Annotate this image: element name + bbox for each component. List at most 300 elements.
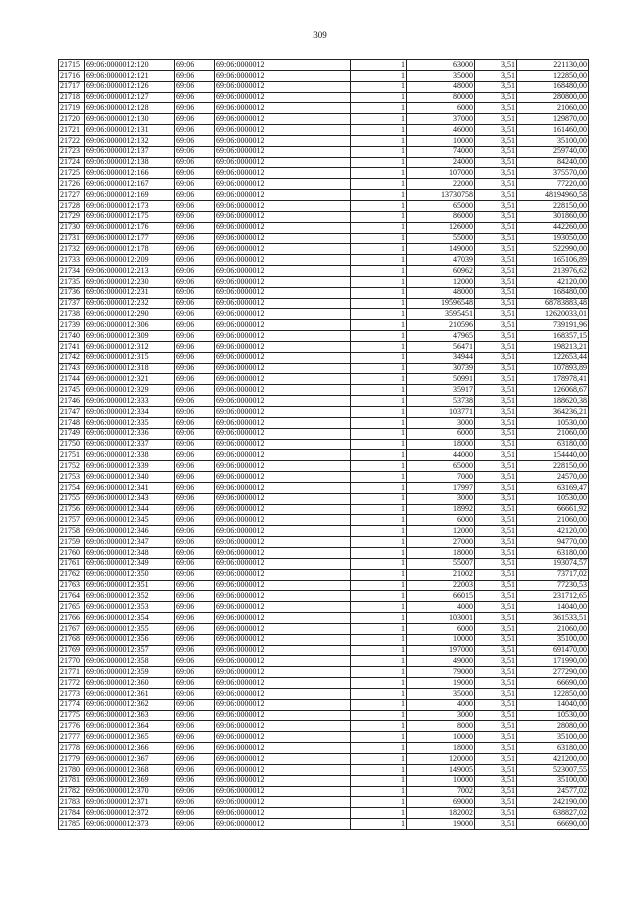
value-cell: 66690,00	[517, 678, 589, 689]
cadastral-number-cell: 69:06:0000012:350	[85, 569, 175, 580]
area-cell: 6000	[407, 103, 475, 114]
area-cell: 197000	[407, 645, 475, 656]
cadastral-number-cell: 69:06:0000012:315	[85, 352, 175, 363]
block-number-cell: 69:06:0000012	[215, 255, 351, 266]
table-row	[59, 688, 589, 699]
district-code-cell: 69:06	[175, 591, 215, 602]
row-number-cell: 21743	[59, 363, 85, 374]
value-cell: 522990,00	[517, 244, 589, 255]
table-row	[59, 558, 589, 569]
block-number-cell: 69:06:0000012	[215, 645, 351, 656]
rate-cell: 3,51	[475, 103, 517, 114]
district-code-cell: 69:06	[175, 266, 215, 277]
count-cell: 1	[351, 634, 407, 645]
table-row	[59, 591, 589, 602]
row-number-cell: 21736	[59, 287, 85, 298]
table-row	[59, 667, 589, 678]
cadastral-number-cell: 69:06:0000012:341	[85, 482, 175, 493]
block-number-cell: 69:06:0000012	[215, 287, 351, 298]
block-number-cell: 69:06:0000012	[215, 786, 351, 797]
count-cell: 1	[351, 60, 407, 71]
district-code-cell: 69:06	[175, 211, 215, 222]
block-number-cell: 69:06:0000012	[215, 244, 351, 255]
count-cell: 1	[351, 656, 407, 667]
block-number-cell: 69:06:0000012	[215, 775, 351, 786]
table-row	[59, 320, 589, 331]
table-row	[59, 547, 589, 558]
table-row	[59, 493, 589, 504]
value-cell: 10530,00	[517, 493, 589, 504]
district-code-cell: 69:06	[175, 374, 215, 385]
area-cell: 3595451	[407, 309, 475, 320]
area-cell: 6000	[407, 623, 475, 634]
area-cell: 4000	[407, 602, 475, 613]
block-number-cell: 69:06:0000012	[215, 482, 351, 493]
cadastral-number-cell: 69:06:0000012:178	[85, 244, 175, 255]
block-number-cell: 69:06:0000012	[215, 688, 351, 699]
table-row	[59, 114, 589, 125]
row-number-cell: 21781	[59, 775, 85, 786]
count-cell: 1	[351, 190, 407, 201]
rate-cell: 3,51	[475, 320, 517, 331]
table-row	[59, 81, 589, 92]
cadastral-number-cell: 69:06:0000012:366	[85, 743, 175, 754]
district-code-cell: 69:06	[175, 645, 215, 656]
rate-cell: 3,51	[475, 244, 517, 255]
row-number-cell: 21739	[59, 320, 85, 331]
table-row	[59, 103, 589, 114]
table-row	[59, 602, 589, 613]
row-number-cell: 21765	[59, 602, 85, 613]
block-number-cell: 69:06:0000012	[215, 537, 351, 548]
cadastral-number-cell: 69:06:0000012:358	[85, 656, 175, 667]
count-cell: 1	[351, 168, 407, 179]
cadastral-number-cell: 69:06:0000012:121	[85, 70, 175, 81]
cadastral-number-cell: 69:06:0000012:290	[85, 309, 175, 320]
row-number-cell: 21751	[59, 450, 85, 461]
rate-cell: 3,51	[475, 211, 517, 222]
area-cell: 210596	[407, 320, 475, 331]
rate-cell: 3,51	[475, 656, 517, 667]
table-row	[59, 298, 589, 309]
cadastral-number-cell: 69:06:0000012:356	[85, 634, 175, 645]
cadastral-number-cell: 69:06:0000012:318	[85, 363, 175, 374]
row-number-cell: 21785	[59, 819, 85, 830]
cadastral-number-cell: 69:06:0000012:368	[85, 764, 175, 775]
count-cell: 1	[351, 439, 407, 450]
area-cell: 19000	[407, 819, 475, 830]
value-cell: 42120,00	[517, 526, 589, 537]
rate-cell: 3,51	[475, 743, 517, 754]
district-code-cell: 69:06	[175, 754, 215, 765]
row-number-cell: 21717	[59, 81, 85, 92]
rate-cell: 3,51	[475, 363, 517, 374]
table-row	[59, 331, 589, 342]
rate-cell: 3,51	[475, 688, 517, 699]
district-code-cell: 69:06	[175, 580, 215, 591]
district-code-cell: 69:06	[175, 244, 215, 255]
cadastral-number-cell: 69:06:0000012:346	[85, 526, 175, 537]
row-number-cell: 21771	[59, 667, 85, 678]
cadastral-number-cell: 69:06:0000012:343	[85, 493, 175, 504]
value-cell: 375570,00	[517, 168, 589, 179]
block-number-cell: 69:06:0000012	[215, 710, 351, 721]
rate-cell: 3,51	[475, 200, 517, 211]
area-cell: 19000	[407, 678, 475, 689]
cadastral-number-cell: 69:06:0000012:354	[85, 613, 175, 624]
value-cell: 442260,00	[517, 222, 589, 233]
area-cell: 35917	[407, 385, 475, 396]
cadastral-number-cell: 69:06:0000012:132	[85, 135, 175, 146]
rate-cell: 3,51	[475, 482, 517, 493]
cadastral-number-cell: 69:06:0000012:339	[85, 461, 175, 472]
cadastral-number-cell: 69:06:0000012:120	[85, 60, 175, 71]
block-number-cell: 69:06:0000012	[215, 439, 351, 450]
rate-cell: 3,51	[475, 190, 517, 201]
cadastral-number-cell: 69:06:0000012:169	[85, 190, 175, 201]
area-cell: 107000	[407, 168, 475, 179]
table-row	[59, 70, 589, 81]
row-number-cell: 21770	[59, 656, 85, 667]
row-number-cell: 21715	[59, 60, 85, 71]
count-cell: 1	[351, 298, 407, 309]
value-cell: 35100,00	[517, 634, 589, 645]
table-row	[59, 472, 589, 483]
district-code-cell: 69:06	[175, 276, 215, 287]
rate-cell: 3,51	[475, 678, 517, 689]
district-code-cell: 69:06	[175, 688, 215, 699]
district-code-cell: 69:06	[175, 732, 215, 743]
row-number-cell: 21726	[59, 179, 85, 190]
rate-cell: 3,51	[475, 569, 517, 580]
area-cell: 47965	[407, 331, 475, 342]
cadastral-number-cell: 69:06:0000012:362	[85, 699, 175, 710]
block-number-cell: 69:06:0000012	[215, 135, 351, 146]
count-cell: 1	[351, 428, 407, 439]
block-number-cell: 69:06:0000012	[215, 667, 351, 678]
area-cell: 17997	[407, 482, 475, 493]
area-cell: 6000	[407, 515, 475, 526]
value-cell: 188620,38	[517, 396, 589, 407]
block-number-cell: 69:06:0000012	[215, 754, 351, 765]
area-cell: 37000	[407, 114, 475, 125]
row-number-cell: 21742	[59, 352, 85, 363]
row-number-cell: 21758	[59, 526, 85, 537]
block-number-cell: 69:06:0000012	[215, 70, 351, 81]
row-number-cell: 21716	[59, 70, 85, 81]
row-number-cell: 21759	[59, 537, 85, 548]
district-code-cell: 69:06	[175, 808, 215, 819]
block-number-cell: 69:06:0000012	[215, 493, 351, 504]
count-cell: 1	[351, 699, 407, 710]
rate-cell: 3,51	[475, 547, 517, 558]
rate-cell: 3,51	[475, 135, 517, 146]
cadastral-number-cell: 69:06:0000012:372	[85, 808, 175, 819]
rate-cell: 3,51	[475, 699, 517, 710]
area-cell: 79000	[407, 667, 475, 678]
table-row	[59, 623, 589, 634]
row-number-cell: 21769	[59, 645, 85, 656]
row-number-cell: 21764	[59, 591, 85, 602]
count-cell: 1	[351, 754, 407, 765]
table-row	[59, 461, 589, 472]
table-row	[59, 797, 589, 808]
cadastral-number-cell: 69:06:0000012:176	[85, 222, 175, 233]
area-cell: 120000	[407, 754, 475, 765]
count-cell: 1	[351, 775, 407, 786]
cadastral-number-cell: 69:06:0000012:138	[85, 157, 175, 168]
value-cell: 42120,00	[517, 276, 589, 287]
area-cell: 30739	[407, 363, 475, 374]
district-code-cell: 69:06	[175, 819, 215, 830]
area-cell: 49000	[407, 656, 475, 667]
value-cell: 168480,00	[517, 287, 589, 298]
value-cell: 198213,21	[517, 341, 589, 352]
count-cell: 1	[351, 482, 407, 493]
cadastral-number-cell: 69:06:0000012:177	[85, 233, 175, 244]
block-number-cell: 69:06:0000012	[215, 764, 351, 775]
count-cell: 1	[351, 363, 407, 374]
area-cell: 65000	[407, 461, 475, 472]
row-number-cell: 21738	[59, 309, 85, 320]
cadastral-number-cell: 69:06:0000012:209	[85, 255, 175, 266]
cadastral-number-cell: 69:06:0000012:361	[85, 688, 175, 699]
value-cell: 168480,00	[517, 81, 589, 92]
row-number-cell: 21772	[59, 678, 85, 689]
table-row	[59, 200, 589, 211]
area-cell: 3000	[407, 417, 475, 428]
row-number-cell: 21763	[59, 580, 85, 591]
block-number-cell: 69:06:0000012	[215, 547, 351, 558]
cadastral-number-cell: 69:06:0000012:337	[85, 439, 175, 450]
block-number-cell: 69:06:0000012	[215, 81, 351, 92]
district-code-cell: 69:06	[175, 233, 215, 244]
value-cell: 277290,00	[517, 667, 589, 678]
row-number-cell: 21728	[59, 200, 85, 211]
row-number-cell: 21779	[59, 754, 85, 765]
cadastral-table	[58, 59, 589, 830]
block-number-cell: 69:06:0000012	[215, 450, 351, 461]
table-row	[59, 428, 589, 439]
row-number-cell: 21727	[59, 190, 85, 201]
cadastral-number-cell: 69:06:0000012:367	[85, 754, 175, 765]
value-cell: 178978,41	[517, 374, 589, 385]
value-cell: 35100,00	[517, 775, 589, 786]
rate-cell: 3,51	[475, 732, 517, 743]
cadastral-number-cell: 69:06:0000012:306	[85, 320, 175, 331]
table-row	[59, 417, 589, 428]
table-row	[59, 439, 589, 450]
count-cell: 1	[351, 461, 407, 472]
table-row	[59, 190, 589, 201]
row-number-cell: 21744	[59, 374, 85, 385]
rate-cell: 3,51	[475, 407, 517, 418]
district-code-cell: 69:06	[175, 352, 215, 363]
district-code-cell: 69:06	[175, 125, 215, 136]
district-code-cell: 69:06	[175, 103, 215, 114]
district-code-cell: 69:06	[175, 613, 215, 624]
count-cell: 1	[351, 537, 407, 548]
count-cell: 1	[351, 558, 407, 569]
district-code-cell: 69:06	[175, 569, 215, 580]
area-cell: 47039	[407, 255, 475, 266]
row-number-cell: 21721	[59, 125, 85, 136]
count-cell: 1	[351, 786, 407, 797]
district-code-cell: 69:06	[175, 493, 215, 504]
rate-cell: 3,51	[475, 298, 517, 309]
district-code-cell: 69:06	[175, 298, 215, 309]
count-cell: 1	[351, 797, 407, 808]
rate-cell: 3,51	[475, 504, 517, 515]
table-row	[59, 775, 589, 786]
table-row	[59, 157, 589, 168]
block-number-cell: 69:06:0000012	[215, 352, 351, 363]
rate-cell: 3,51	[475, 417, 517, 428]
count-cell: 1	[351, 721, 407, 732]
area-cell: 86000	[407, 211, 475, 222]
area-cell: 103001	[407, 613, 475, 624]
district-code-cell: 69:06	[175, 482, 215, 493]
block-number-cell: 69:06:0000012	[215, 428, 351, 439]
district-code-cell: 69:06	[175, 341, 215, 352]
rate-cell: 3,51	[475, 580, 517, 591]
district-code-cell: 69:06	[175, 179, 215, 190]
rate-cell: 3,51	[475, 493, 517, 504]
cadastral-number-cell: 69:06:0000012:371	[85, 797, 175, 808]
value-cell: 94770,00	[517, 537, 589, 548]
value-cell: 21060,00	[517, 103, 589, 114]
district-code-cell: 69:06	[175, 721, 215, 732]
table-row	[59, 92, 589, 103]
cadastral-number-cell: 69:06:0000012:321	[85, 374, 175, 385]
table-row	[59, 515, 589, 526]
count-cell: 1	[351, 526, 407, 537]
count-cell: 1	[351, 200, 407, 211]
value-cell: 228150,00	[517, 200, 589, 211]
value-cell: 523007,55	[517, 764, 589, 775]
district-code-cell: 69:06	[175, 200, 215, 211]
area-cell: 103771	[407, 407, 475, 418]
district-code-cell: 69:06	[175, 60, 215, 71]
rate-cell: 3,51	[475, 439, 517, 450]
cadastral-number-cell: 69:06:0000012:137	[85, 146, 175, 157]
rate-cell: 3,51	[475, 125, 517, 136]
count-cell: 1	[351, 331, 407, 342]
cadastral-number-cell: 69:06:0000012:359	[85, 667, 175, 678]
block-number-cell: 69:06:0000012	[215, 114, 351, 125]
count-cell: 1	[351, 244, 407, 255]
value-cell: 122850,00	[517, 70, 589, 81]
value-cell: 63180,00	[517, 547, 589, 558]
rate-cell: 3,51	[475, 114, 517, 125]
block-number-cell: 69:06:0000012	[215, 374, 351, 385]
count-cell: 1	[351, 396, 407, 407]
row-number-cell: 21775	[59, 710, 85, 721]
area-cell: 10000	[407, 135, 475, 146]
district-code-cell: 69:06	[175, 331, 215, 342]
area-cell: 56471	[407, 341, 475, 352]
area-cell: 18000	[407, 743, 475, 754]
rate-cell: 3,51	[475, 233, 517, 244]
count-cell: 1	[351, 764, 407, 775]
cadastral-number-cell: 69:06:0000012:173	[85, 200, 175, 211]
cadastral-number-cell: 69:06:0000012:335	[85, 417, 175, 428]
block-number-cell: 69:06:0000012	[215, 819, 351, 830]
row-number-cell: 21733	[59, 255, 85, 266]
district-code-cell: 69:06	[175, 515, 215, 526]
block-number-cell: 69:06:0000012	[215, 699, 351, 710]
table-row	[59, 656, 589, 667]
count-cell: 1	[351, 710, 407, 721]
count-cell: 1	[351, 276, 407, 287]
row-number-cell: 21723	[59, 146, 85, 157]
rate-cell: 3,51	[475, 537, 517, 548]
count-cell: 1	[351, 515, 407, 526]
count-cell: 1	[351, 645, 407, 656]
value-cell: 193074,57	[517, 558, 589, 569]
row-number-cell: 21724	[59, 157, 85, 168]
row-number-cell: 21782	[59, 786, 85, 797]
row-number-cell: 21778	[59, 743, 85, 754]
block-number-cell: 69:06:0000012	[215, 569, 351, 580]
table-row	[59, 786, 589, 797]
district-code-cell: 69:06	[175, 678, 215, 689]
district-code-cell: 69:06	[175, 287, 215, 298]
table-row	[59, 352, 589, 363]
block-number-cell: 69:06:0000012	[215, 320, 351, 331]
area-cell: 44000	[407, 450, 475, 461]
cadastral-number-cell: 69:06:0000012:232	[85, 298, 175, 309]
count-cell: 1	[351, 808, 407, 819]
block-number-cell: 69:06:0000012	[215, 385, 351, 396]
rate-cell: 3,51	[475, 222, 517, 233]
table-row	[59, 363, 589, 374]
row-number-cell: 21783	[59, 797, 85, 808]
table-row	[59, 135, 589, 146]
row-number-cell: 21722	[59, 135, 85, 146]
cadastral-number-cell: 69:06:0000012:345	[85, 515, 175, 526]
value-cell: 242190,00	[517, 797, 589, 808]
rate-cell: 3,51	[475, 287, 517, 298]
value-cell: 129870,00	[517, 114, 589, 125]
district-code-cell: 69:06	[175, 114, 215, 125]
district-code-cell: 69:06	[175, 146, 215, 157]
district-code-cell: 69:06	[175, 157, 215, 168]
cadastral-number-cell: 69:06:0000012:340	[85, 472, 175, 483]
table-row	[59, 146, 589, 157]
count-cell: 1	[351, 667, 407, 678]
cadastral-number-cell: 69:06:0000012:347	[85, 537, 175, 548]
rate-cell: 3,51	[475, 385, 517, 396]
cadastral-number-cell: 69:06:0000012:364	[85, 721, 175, 732]
block-number-cell: 69:06:0000012	[215, 125, 351, 136]
district-code-cell: 69:06	[175, 81, 215, 92]
rate-cell: 3,51	[475, 634, 517, 645]
row-number-cell: 21750	[59, 439, 85, 450]
value-cell: 691470,00	[517, 645, 589, 656]
rate-cell: 3,51	[475, 526, 517, 537]
district-code-cell: 69:06	[175, 168, 215, 179]
table-row	[59, 634, 589, 645]
table-row	[59, 819, 589, 830]
value-cell: 66690,00	[517, 819, 589, 830]
block-number-cell: 69:06:0000012	[215, 407, 351, 418]
table-row	[59, 244, 589, 255]
count-cell: 1	[351, 309, 407, 320]
district-code-cell: 69:06	[175, 190, 215, 201]
cadastral-number-cell: 69:06:0000012:329	[85, 385, 175, 396]
district-code-cell: 69:06	[175, 255, 215, 266]
